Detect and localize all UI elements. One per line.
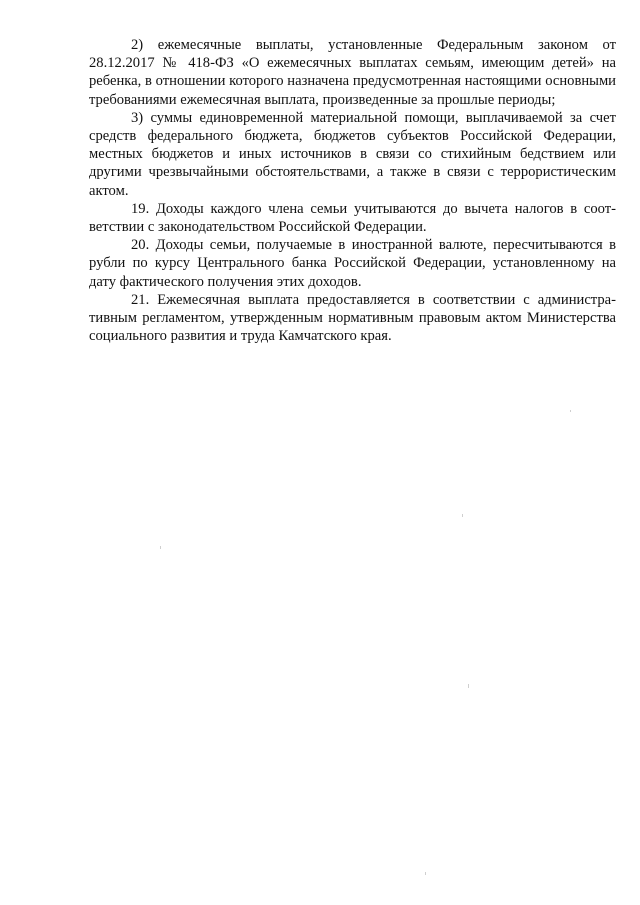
- scan-speck: [425, 872, 426, 875]
- document-body: [89, 36, 616, 345]
- scan-speck: [160, 546, 161, 549]
- paragraph-clause-19: 19. Доходы каждого члена семьи учитываются до вычета налогов в соответствии с законодательством Российской Федерации.: [89, 200, 616, 236]
- scan-speck: [468, 684, 469, 688]
- paragraph-clause-20: 20. Доходы семьи, получаемые в иностранной валюте, пересчитываются в рубли по курсу Центрального банка Российской Федерации, установленному на дату фактического получения этих доходов.: [89, 237, 616, 290]
- paragraph-item-3: 3) суммы единовременной материальной помощи, выплачиваемой за счет средств федерального бюджета, бюджетов субъектов Российской Федерации, местных бюджетов и иных источников в связи со стихийным бедствием или другими чрезвычайными обстоятельствами, а также в связи с террористическим актом.: [89, 109, 616, 199]
- paragraph-item-2: 2) ежемесячные выплаты, установленные Федеральным законом от 28.12.2017 № 418-ФЗ «О ежемесячных выплатах семьям, имеющим детей» на ребенка, в отношении которого назначена предусмотренная настоящими основными требованиями ежемесячная выплата, произведенные за прошлые периоды;: [89, 37, 616, 108]
- paragraph-clause-21: 21. Ежемесячная выплата предоставляется в соответствии с административным регламентом, утвержденным нормативным правовым актом Министерства социального развития и труда Камчатского края.: [89, 291, 616, 345]
- scan-speck: [570, 410, 571, 412]
- scan-speck: [462, 514, 463, 517]
